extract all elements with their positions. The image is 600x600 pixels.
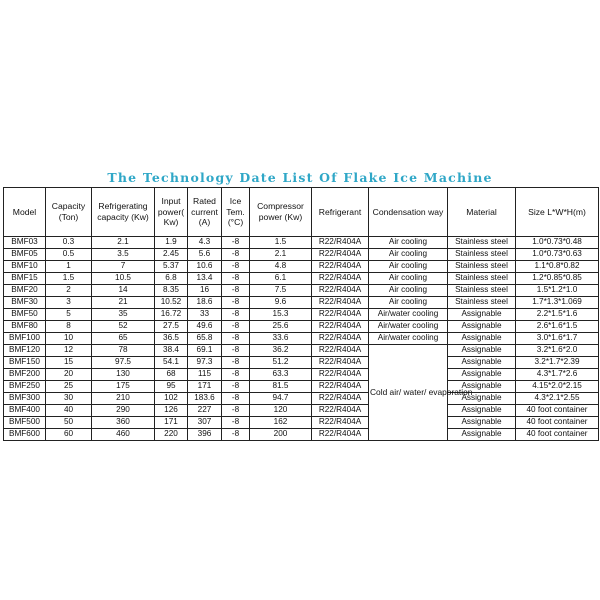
compressor-power-cell: 94.7: [250, 393, 312, 405]
condensation-cell: Air/water cooling: [369, 333, 448, 345]
rated-current-cell: 227: [188, 405, 222, 417]
refrigerating-capacity-cell: 130: [92, 369, 155, 381]
refrigerant-cell: R22/R404A: [312, 345, 369, 357]
size-cell: 4.3*2.1*2.55: [516, 393, 599, 405]
refrigerant-cell: R22/R404A: [312, 429, 369, 441]
refrigerating-capacity-cell: 52: [92, 321, 155, 333]
table-row: [4, 273, 599, 285]
input-power-cell: 36.5: [155, 333, 188, 345]
material-cell: Assignable: [448, 333, 516, 345]
size-cell: 4.3*1.7*2.6: [516, 369, 599, 381]
condensation-cell: Air/water cooling: [369, 309, 448, 321]
size-cell: 1.1*0.8*0.82: [516, 261, 599, 273]
compressor-power-cell: 2.1: [250, 249, 312, 261]
material-cell: Assignable: [448, 405, 516, 417]
rated-current-cell: 4.3: [188, 237, 222, 249]
model-cell: BMF50: [4, 309, 46, 321]
compressor-power-cell: 1.5: [250, 237, 312, 249]
rated-current-cell: 171: [188, 381, 222, 393]
size-cell: 3.0*1.6*1.7: [516, 333, 599, 345]
material-cell: Assignable: [448, 417, 516, 429]
material-cell: Stainless steel: [448, 285, 516, 297]
size-cell: 40 foot container: [516, 405, 599, 417]
table-body: [4, 237, 599, 441]
capacity-cell: 3: [46, 297, 92, 309]
compressor-power-cell: 6.1: [250, 273, 312, 285]
input-power-cell: 102: [155, 393, 188, 405]
table-row: [4, 297, 599, 309]
compressor-power-cell: 120: [250, 405, 312, 417]
refrigerating-capacity-cell: 14: [92, 285, 155, 297]
model-cell: BMF03: [4, 237, 46, 249]
ice-temperature-cell: -8: [222, 237, 250, 249]
input-power-cell: 27.5: [155, 321, 188, 333]
input-power-cell: 95: [155, 381, 188, 393]
ice-temperature-cell: -8: [222, 405, 250, 417]
condensation-merged-cell: Cold air/ water/ evaporation: [369, 345, 448, 441]
capacity-cell: 8: [46, 321, 92, 333]
model-cell: BMF80: [4, 321, 46, 333]
compressor-power-cell: 81.5: [250, 381, 312, 393]
material-cell: Assignable: [448, 381, 516, 393]
rated-current-cell: 65.8: [188, 333, 222, 345]
rated-current-cell: 33: [188, 309, 222, 321]
input-power-cell: 10.52: [155, 297, 188, 309]
model-cell: BMF20: [4, 285, 46, 297]
table-row: [4, 333, 599, 345]
table-row: [4, 249, 599, 261]
table-row: [4, 417, 599, 429]
header-model: Model: [4, 188, 46, 237]
capacity-cell: 60: [46, 429, 92, 441]
input-power-cell: 68: [155, 369, 188, 381]
header-row: [4, 188, 599, 237]
ice-temperature-cell: -8: [222, 393, 250, 405]
input-power-cell: 126: [155, 405, 188, 417]
capacity-cell: 2: [46, 285, 92, 297]
refrigerating-capacity-cell: 175: [92, 381, 155, 393]
refrigerating-capacity-cell: 290: [92, 405, 155, 417]
compressor-power-cell: 162: [250, 417, 312, 429]
input-power-cell: 38.4: [155, 345, 188, 357]
rated-current-cell: 5.6: [188, 249, 222, 261]
material-cell: Assignable: [448, 369, 516, 381]
material-cell: Assignable: [448, 345, 516, 357]
table-row: [4, 393, 599, 405]
capacity-cell: 15: [46, 357, 92, 369]
input-power-cell: 5.37: [155, 261, 188, 273]
model-cell: BMF250: [4, 381, 46, 393]
model-cell: BMF300: [4, 393, 46, 405]
spec-table: [3, 187, 599, 441]
compressor-power-cell: 9.6: [250, 297, 312, 309]
refrigerant-cell: R22/R404A: [312, 393, 369, 405]
material-cell: Assignable: [448, 309, 516, 321]
refrigerant-cell: R22/R404A: [312, 285, 369, 297]
model-cell: BMF120: [4, 345, 46, 357]
refrigerant-cell: R22/R404A: [312, 261, 369, 273]
model-cell: BMF400: [4, 405, 46, 417]
refrigerant-cell: R22/R404A: [312, 321, 369, 333]
compressor-power-cell: 63.3: [250, 369, 312, 381]
model-cell: BMF150: [4, 357, 46, 369]
size-cell: 2.6*1.6*1.5: [516, 321, 599, 333]
refrigerant-cell: R22/R404A: [312, 237, 369, 249]
size-cell: 40 foot container: [516, 417, 599, 429]
model-cell: BMF10: [4, 261, 46, 273]
material-cell: Assignable: [448, 321, 516, 333]
refrigerant-cell: R22/R404A: [312, 369, 369, 381]
model-cell: BMF200: [4, 369, 46, 381]
ice-temperature-cell: -8: [222, 429, 250, 441]
condensation-cell: Air cooling: [369, 261, 448, 273]
header-size: Size L*W*H(m): [516, 188, 599, 237]
model-cell: BMF15: [4, 273, 46, 285]
refrigerating-capacity-cell: 360: [92, 417, 155, 429]
size-cell: 3.2*1.7*2.39: [516, 357, 599, 369]
refrigerating-capacity-cell: 3.5: [92, 249, 155, 261]
refrigerant-cell: R22/R404A: [312, 249, 369, 261]
capacity-cell: 0.5: [46, 249, 92, 261]
model-cell: BMF600: [4, 429, 46, 441]
compressor-power-cell: 4.8: [250, 261, 312, 273]
capacity-cell: 0.3: [46, 237, 92, 249]
capacity-cell: 1: [46, 261, 92, 273]
rated-current-cell: 307: [188, 417, 222, 429]
compressor-power-cell: 51.2: [250, 357, 312, 369]
capacity-cell: 5: [46, 309, 92, 321]
input-power-cell: 16.72: [155, 309, 188, 321]
size-cell: 1.5*1.2*1.0: [516, 285, 599, 297]
condensation-cell: Air cooling: [369, 285, 448, 297]
header-capacity: Capacity (Ton): [46, 188, 92, 237]
ice-temperature-cell: -8: [222, 273, 250, 285]
header-rated-current: Rated current (A): [188, 188, 222, 237]
input-power-cell: 6.8: [155, 273, 188, 285]
model-cell: BMF05: [4, 249, 46, 261]
input-power-cell: 8.35: [155, 285, 188, 297]
ice-temperature-cell: -8: [222, 381, 250, 393]
rated-current-cell: 183.6: [188, 393, 222, 405]
capacity-cell: 12: [46, 345, 92, 357]
material-cell: Stainless steel: [448, 261, 516, 273]
ice-temperature-cell: -8: [222, 345, 250, 357]
refrigerating-capacity-cell: 21: [92, 297, 155, 309]
input-power-cell: 220: [155, 429, 188, 441]
ice-temperature-cell: -8: [222, 417, 250, 429]
ice-temperature-cell: -8: [222, 261, 250, 273]
ice-temperature-cell: -8: [222, 369, 250, 381]
compressor-power-cell: 36.2: [250, 345, 312, 357]
size-cell: 1.0*0.73*0.48: [516, 237, 599, 249]
condensation-cell: Air cooling: [369, 249, 448, 261]
table-row: [4, 345, 599, 357]
input-power-cell: 2.45: [155, 249, 188, 261]
ice-temperature-cell: -8: [222, 309, 250, 321]
refrigerant-cell: R22/R404A: [312, 357, 369, 369]
table-row: [4, 381, 599, 393]
condensation-cell: Air/water cooling: [369, 321, 448, 333]
table-row: [4, 369, 599, 381]
material-cell: Assignable: [448, 357, 516, 369]
input-power-cell: 1.9: [155, 237, 188, 249]
size-cell: 4.15*2.0*2.15: [516, 381, 599, 393]
rated-current-cell: 10.6: [188, 261, 222, 273]
table-row: [4, 237, 599, 249]
refrigerating-capacity-cell: 65: [92, 333, 155, 345]
refrigerant-cell: R22/R404A: [312, 405, 369, 417]
table-row: [4, 285, 599, 297]
header-refrigerating-capacity: Refrigerating capacity (Kw): [92, 188, 155, 237]
refrigerating-capacity-cell: 460: [92, 429, 155, 441]
capacity-cell: 25: [46, 381, 92, 393]
refrigerating-capacity-cell: 7: [92, 261, 155, 273]
header-ice-temperature: Ice Tem. (°C): [222, 188, 250, 237]
header-condensation-way: Condensation way: [369, 188, 448, 237]
capacity-cell: 30: [46, 393, 92, 405]
refrigerating-capacity-cell: 10.5: [92, 273, 155, 285]
ice-temperature-cell: -8: [222, 321, 250, 333]
refrigerating-capacity-cell: 210: [92, 393, 155, 405]
capacity-cell: 50: [46, 417, 92, 429]
refrigerant-cell: R22/R404A: [312, 417, 369, 429]
refrigerant-cell: R22/R404A: [312, 333, 369, 345]
model-cell: BMF30: [4, 297, 46, 309]
capacity-cell: 10: [46, 333, 92, 345]
rated-current-cell: 97.3: [188, 357, 222, 369]
rated-current-cell: 115: [188, 369, 222, 381]
header-material: Material: [448, 188, 516, 237]
material-cell: Stainless steel: [448, 297, 516, 309]
material-cell: Assignable: [448, 393, 516, 405]
table-row: [4, 321, 599, 333]
ice-temperature-cell: -8: [222, 333, 250, 345]
rated-current-cell: 49.6: [188, 321, 222, 333]
rated-current-cell: 396: [188, 429, 222, 441]
table-row: [4, 405, 599, 417]
refrigerant-cell: R22/R404A: [312, 297, 369, 309]
material-cell: Assignable: [448, 429, 516, 441]
header-refrigerant: Refrigerant: [312, 188, 369, 237]
compressor-power-cell: 7.5: [250, 285, 312, 297]
material-cell: Stainless steel: [448, 273, 516, 285]
compressor-power-cell: 25.6: [250, 321, 312, 333]
size-cell: 1.7*1.3*1.069: [516, 297, 599, 309]
refrigerant-cell: R22/R404A: [312, 381, 369, 393]
capacity-cell: 1.5: [46, 273, 92, 285]
header-input-power: Input power( Kw): [155, 188, 188, 237]
rated-current-cell: 16: [188, 285, 222, 297]
size-cell: 1.0*0.73*0.63: [516, 249, 599, 261]
ice-temperature-cell: -8: [222, 249, 250, 261]
size-cell: 1.2*0.85*0.85: [516, 273, 599, 285]
condensation-cell: Air cooling: [369, 237, 448, 249]
refrigerating-capacity-cell: 78: [92, 345, 155, 357]
table-row: [4, 309, 599, 321]
capacity-cell: 20: [46, 369, 92, 381]
size-cell: 40 foot container: [516, 429, 599, 441]
table-row: [4, 261, 599, 273]
refrigerating-capacity-cell: 2.1: [92, 237, 155, 249]
material-cell: Stainless steel: [448, 249, 516, 261]
model-cell: BMF500: [4, 417, 46, 429]
refrigerant-cell: R22/R404A: [312, 273, 369, 285]
table-row: [4, 357, 599, 369]
input-power-cell: 54.1: [155, 357, 188, 369]
header-compressor-power: Compressor power (Kw): [250, 188, 312, 237]
rated-current-cell: 13.4: [188, 273, 222, 285]
refrigerating-capacity-cell: 97.5: [92, 357, 155, 369]
ice-temperature-cell: -8: [222, 297, 250, 309]
capacity-cell: 40: [46, 405, 92, 417]
ice-temperature-cell: -8: [222, 357, 250, 369]
compressor-power-cell: 200: [250, 429, 312, 441]
condensation-cell: Air cooling: [369, 273, 448, 285]
refrigerating-capacity-cell: 35: [92, 309, 155, 321]
model-cell: BMF100: [4, 333, 46, 345]
input-power-cell: 171: [155, 417, 188, 429]
compressor-power-cell: 33.6: [250, 333, 312, 345]
ice-temperature-cell: -8: [222, 285, 250, 297]
size-cell: 2.2*1.5*1.6: [516, 309, 599, 321]
material-cell: Stainless steel: [448, 237, 516, 249]
size-cell: 3.2*1.6*2.0: [516, 345, 599, 357]
condensation-cell: Air cooling: [369, 297, 448, 309]
table-row: [4, 429, 599, 441]
rated-current-cell: 69.1: [188, 345, 222, 357]
compressor-power-cell: 15.3: [250, 309, 312, 321]
page-title: The Technology Date List Of Flake Ice Machine: [107, 170, 493, 185]
rated-current-cell: 18.6: [188, 297, 222, 309]
refrigerant-cell: R22/R404A: [312, 309, 369, 321]
